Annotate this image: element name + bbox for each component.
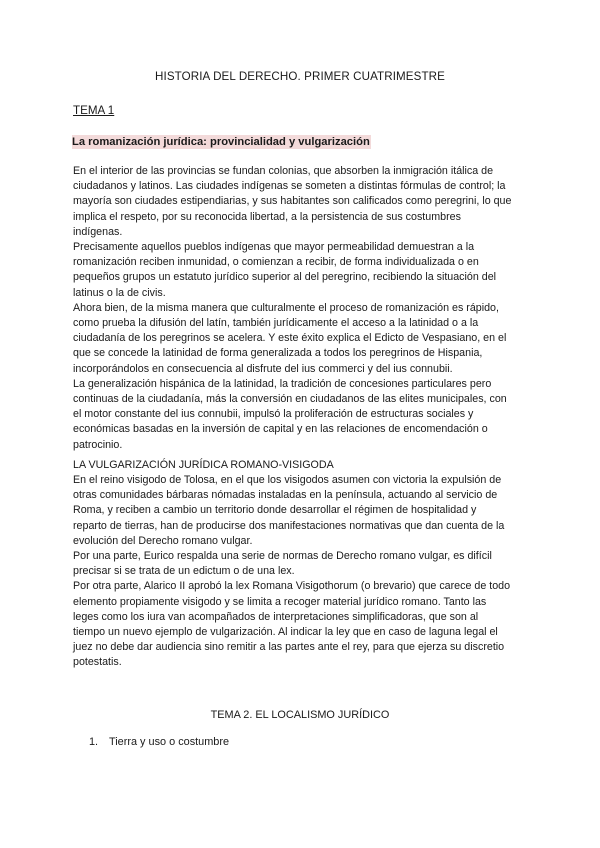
tema1-heading: TEMA 1	[73, 104, 115, 117]
list-item-number: 1.	[89, 736, 99, 748]
paragraph: En el reino visigodo de Tolosa, en el que los visigodos asumen con victoria la expulsión de otras comunidades bárbaras nómadas instaladas en la península, actuando al servicio de Roma, y reciben a cambio un territorio donde desarrollar el régimen de hospitalidad y reparto de tierras, han de producirse dos manifestaciones normativas que dan cuenta de la evolución del Derecho romano vulgar.	[73, 474, 505, 547]
vulgarizacion-heading: LA VULGARIZACIÓN JURÍDICA ROMANO-VISIGODA	[73, 459, 334, 471]
list-item-text: Tierra y uso o costumbre	[109, 736, 230, 748]
tema2-heading: TEMA 2. EL LOCALISMO JURÍDICO	[210, 709, 390, 721]
list-item	[89, 736, 229, 748]
document-title: HISTORIA DEL DERECHO. PRIMER CUATRIMESTRE	[155, 70, 445, 83]
paragraph: Por otra parte, Alarico II aprobó la lex Romana Visigothorum (o brevario) que carece de todo elemento propiamente visigodo y se limita a recoger material jurídico romano. Tanto las leges como los iura van acompañados de interpretaciones simplificadoras, que son al tiempo un nuevo ejemplo de vulgarización. Al indicar la ley que en caso de laguna legal el juez no debe dar audiencia sino remitir a las partes ante el rey, para que ejerza su discretio potestatis.	[73, 580, 511, 669]
tema1-body	[73, 164, 513, 453]
paragraph: Precisamente aquellos pueblos indígenas que mayor permeabilidad demuestran a la romanización reciben inmunidad, o comienzan a recibir, de forma individualizada o en pequeños grupos un estatuto jurídico superior al del peregrino, recibiendo la situación del latinus o la de civis.	[73, 241, 497, 299]
vulgarizacion-body	[73, 473, 513, 671]
paragraph: Ahora bien, de la misma manera que culturalmente el proceso de romanización es rápido, como prueba la difusión del latín, también jurídicamente el acceso a la latinidad o a la ciudadanía de los peregrinos se acelera. Y este éxito explica el Edicto de Vespasiano, en el que se concede la latinidad de forma generalizada a todos los peregrinos de Hispania, incorporándolos en consecuencia al disfrute del ius commerci y del ius connubii.	[73, 301, 507, 375]
paragraph: En el interior de las provincias se fundan colonias, que absorben la inmigración itálica de ciudadanos y latinos. Las ciudades indígenas se someten a distintas fórmulas de control; la mayoría son ciudades estipendiarias, y sus habitantes son calificados como peregrini, lo que implica el respeto, por su reconocida libertad, a la persistencia de sus costumbres indígenas.	[73, 165, 512, 238]
paragraph: Por una parte, Eurico respalda una serie de normas de Derecho romano vulgar, es difícil precisar si se trata de un edictum o de una lex.	[73, 550, 492, 578]
tema1-subtitle-highlighted: La romanización jurídica: provincialidad y vulgarización	[72, 136, 370, 148]
tema2-list	[89, 736, 229, 748]
paragraph: La generalización hispánica de la latinidad, la tradición de concesiones particulares pero continuas de la ciudadanía, más la conversión en ciudadanos de las elites municipales, con el motor constante del ius connubii, impulsó la proliferación de estructuras sociales y económicas basadas en la inversión de capital y en las relaciones de encomendación o patrocinio.	[73, 377, 507, 451]
